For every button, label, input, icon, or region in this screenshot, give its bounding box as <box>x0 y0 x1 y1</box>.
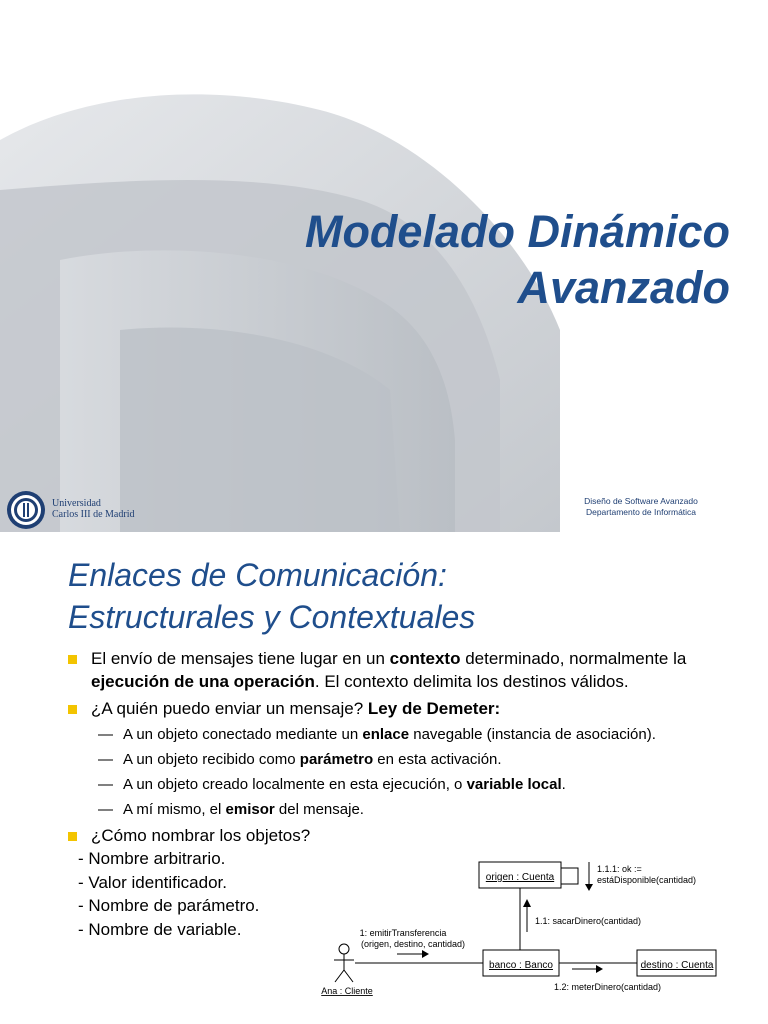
bullet-naming: ¿Cómo nombrar los objetos? <box>66 824 726 847</box>
content-slide <box>0 532 768 1024</box>
actor-icon <box>334 944 354 982</box>
msg-emitir-line2: (origen, destino, cantidad) <box>360 939 466 949</box>
university-name: Universidad Carlos III de Madrid <box>52 498 135 520</box>
bullet-demeter: ¿A quién puedo enviar un mensaje? Ley de Demeter: <box>66 697 726 720</box>
banco-label: banco : Banco <box>489 960 553 971</box>
naming-item: - Valor identificador. <box>78 872 227 892</box>
naming-item: - Nombre de parámetro. <box>78 896 260 915</box>
sub-bullet-parametro: — A un objeto recibido como parámetro en esta activación. <box>98 751 502 768</box>
dash-icon: — <box>98 751 113 768</box>
university-seal-icon <box>6 490 46 530</box>
sub-bullet-emisor: — A mí mismo, el emisor del mensaje. <box>98 801 364 818</box>
presentation-title <box>305 204 730 316</box>
slide-title: Enlaces de Comunicación: Estructurales y Contextuales <box>68 557 476 635</box>
course-info: Diseño de Software Avanzado Departamento de Informática <box>584 496 698 517</box>
actor-label: Ana : Cliente <box>321 986 373 996</box>
msg-sacar: 1.1: sacarDinero(cantidad) <box>535 916 642 926</box>
msg-emitir-line1: 1: emitirTransferencia <box>359 928 447 938</box>
naming-item: - Nombre arbitrario. <box>78 849 226 868</box>
naming-item: - Nombre de variable. <box>78 919 242 939</box>
title-line-2: Avanzado <box>517 262 730 313</box>
title-line-1: Modelado Dinámico <box>304 206 730 257</box>
bullet-context: El envío de mensajes tiene lugar en un contexto determinado, normalmente la ejecución de una operación. El contexto delimita los destinos válidos. <box>66 647 726 693</box>
origen-label: origen : Cuenta <box>485 872 555 883</box>
collaboration-diagram <box>0 532 768 1024</box>
sub-bullet-enlace: — A un objeto conectado mediante un enlace navegable (instancia de asociación). <box>98 726 656 743</box>
msg-ok-line2: estáDisponible(cantidad) <box>597 875 697 885</box>
destino-label: destino : Cuenta <box>640 960 714 971</box>
sub-bullet-variable-local: — A un objeto creado localmente en esta ejecución, o variable local. <box>98 776 566 793</box>
dash-icon: — <box>98 801 113 818</box>
msg-ok-line1: 1.1.1: ok := <box>597 864 642 874</box>
dash-icon: — <box>98 726 113 743</box>
msg-meter: 1.2: meterDinero(cantidad) <box>554 982 662 992</box>
dash-icon: — <box>98 776 113 793</box>
self-link <box>561 868 578 884</box>
